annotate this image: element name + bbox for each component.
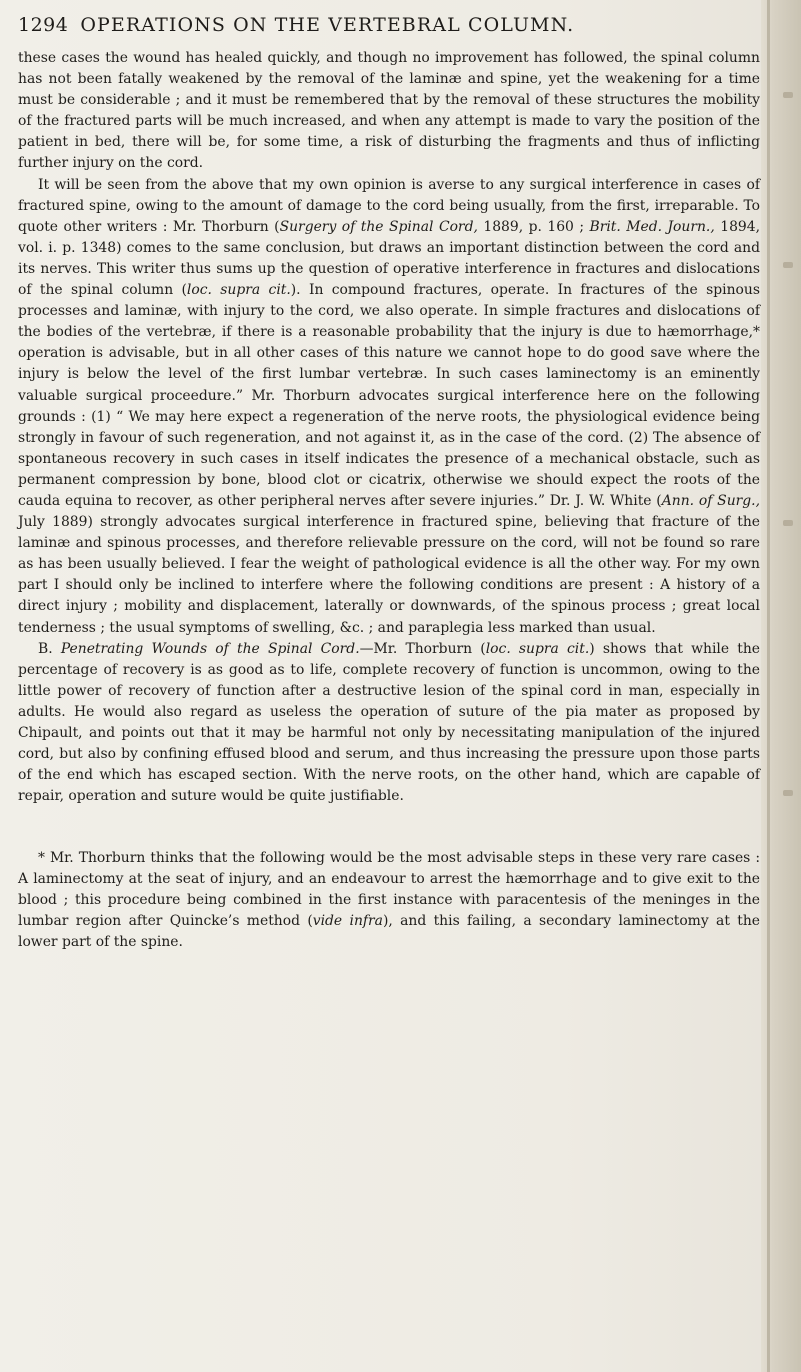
paragraph-text: July 1889) strongly advocates surgical interference in fractured spine, believing that fracture of the laminæ and spinous processes, and therefore relievable pressure on the cord, will not be found so rare as has been usually believed. I fear the weight of pathological evidence is all the other way. For my own part I should only be inclined to interfere where the following conditions are present : A history of a direct injury ; mobility and displacement, laterally or downwards, of the spinous process ; great local tenderness ; the usual symptoms of swelling, &c. ; and paraplegia less marked than usual. bbox=[18, 514, 760, 636]
citation-reference: loc. supra cit. bbox=[485, 640, 590, 657]
paragraph bbox=[18, 175, 760, 639]
page-gutter bbox=[761, 0, 801, 1372]
cross-reference: vide infra bbox=[312, 913, 383, 930]
section-heading: Penetrating Wounds of the Spinal Cord. bbox=[60, 640, 360, 657]
paragraph-text: It will be seen from the above that my own opinion is averse to any surgical interference in cases of fractured spine, owing to the amount of damage to the cord being usually, from the first, irreparable. To quote other writers : Mr. Thorburn ( bbox=[18, 176, 760, 235]
paragraph-text: 1894, vol. i. p. 1348) comes to the same conclusion, but draws an important distinction between the cord and its nerves. This writer thus sums up the question of operative interference in fractures and dislocations of the spinal column ( bbox=[18, 218, 761, 299]
edge-mark bbox=[783, 92, 793, 98]
footnote-text: * Mr. Thorburn thinks that the following would be the most advisable steps in these very rare cases : A laminectomy at the seat of injury, and an endeavour to arrest the hæmorrhage and to give exit to the blood ; this procedure being combined in the first instance with paracentesis of the meninges in the lumbar region after Quincke’s method ( bbox=[18, 850, 760, 930]
footnote bbox=[18, 848, 760, 953]
page-number: 1294 bbox=[18, 14, 69, 36]
citation-title: Surgery of the Spinal Cord, bbox=[279, 218, 478, 235]
section-letter: B. bbox=[38, 640, 61, 657]
footnote-paragraph bbox=[18, 848, 760, 953]
paragraph-text: ). In compound fractures, operate. In fractures of the spinous processes and laminæ, with injury to the cord, we also operate. In simple fractures and dislocations of the bodies of the vertebræ, if there is a reasonable probability that the injury is due to hæmorrhage,* operation is advisable, but in all other cases of this nature we cannot hope to do good save where the injury is below the level of the first lumbar vertebræ. In such cases laminectomy is an eminently valuable surgical proceedure.” Mr. Thorburn advocates surgical interference here on the following grounds : (1) “ We may here expect a regeneration of the nerve roots, the physiological evidence being strongly in favour of such regeneration, and not against it, as in the case of the cord. (2) The absence of spontaneous recovery in such cases in itself indicates the presence of a mechanical obstacle, such as permanent compression by bone, blood clot or cicatrix, otherwise we should expect the roots of the cauda equina to recover, as other peripheral nerves after severe injuries.” Dr. J. W. White ( bbox=[18, 282, 760, 509]
citation-title: Ann. of Surg., bbox=[661, 492, 761, 509]
citation-title: Brit. Med. Journ., bbox=[589, 218, 715, 235]
page-header bbox=[18, 14, 758, 44]
paragraph-text: these cases the wound has healed quickly, and though no improvement has followed, the spinal column has not been fatally weakened by the removal of the laminæ and spine, yet the weakening for a time must be considerable ; and it must be remembered that by the removal of these structures the mobility of the fractured parts will be much increased, and when any attempt is made to vary the position of the patient in bed, there will be, for some time, a risk of disturbing the fragments and thus of inflicting further injury on the cord. bbox=[18, 50, 760, 172]
paragraph bbox=[18, 48, 760, 175]
edge-mark bbox=[783, 520, 793, 526]
edge-mark bbox=[783, 790, 793, 796]
edge-mark bbox=[783, 262, 793, 268]
paragraph-text: ) shows that while the percentage of recovery is as good as to life, complete recovery of function is uncommon, owing to the little power of recovery of function after a destructive lesion of the spinal cord in man, especially in adults. He would also regard as useless the operation of suture of the pia mater as proposed by Chipault, and points out that it may be harmful not only by necessitating manipulation of the injured cord, but also by confining effused blood and serum, and thus increasing the pressure upon those parts of the end which has escaped section. With the nerve roots, on the other hand, which are capable of repair, operation and suture would be quite justifiable. bbox=[18, 640, 761, 805]
footnote-text: ), and this failing, a secondary laminectomy at the lower part of the spine. bbox=[18, 913, 760, 951]
paragraph-text: —Mr. Thorburn ( bbox=[359, 640, 486, 657]
running-head: OPERATIONS ON THE VERTEBRAL COLUMN. bbox=[80, 14, 575, 36]
paragraph bbox=[18, 639, 760, 808]
main-text bbox=[18, 48, 760, 807]
paragraph-text: 1889, p. 160 ; bbox=[477, 218, 590, 235]
citation-reference: loc. supra cit. bbox=[186, 282, 291, 299]
binding-fold bbox=[767, 0, 770, 1372]
